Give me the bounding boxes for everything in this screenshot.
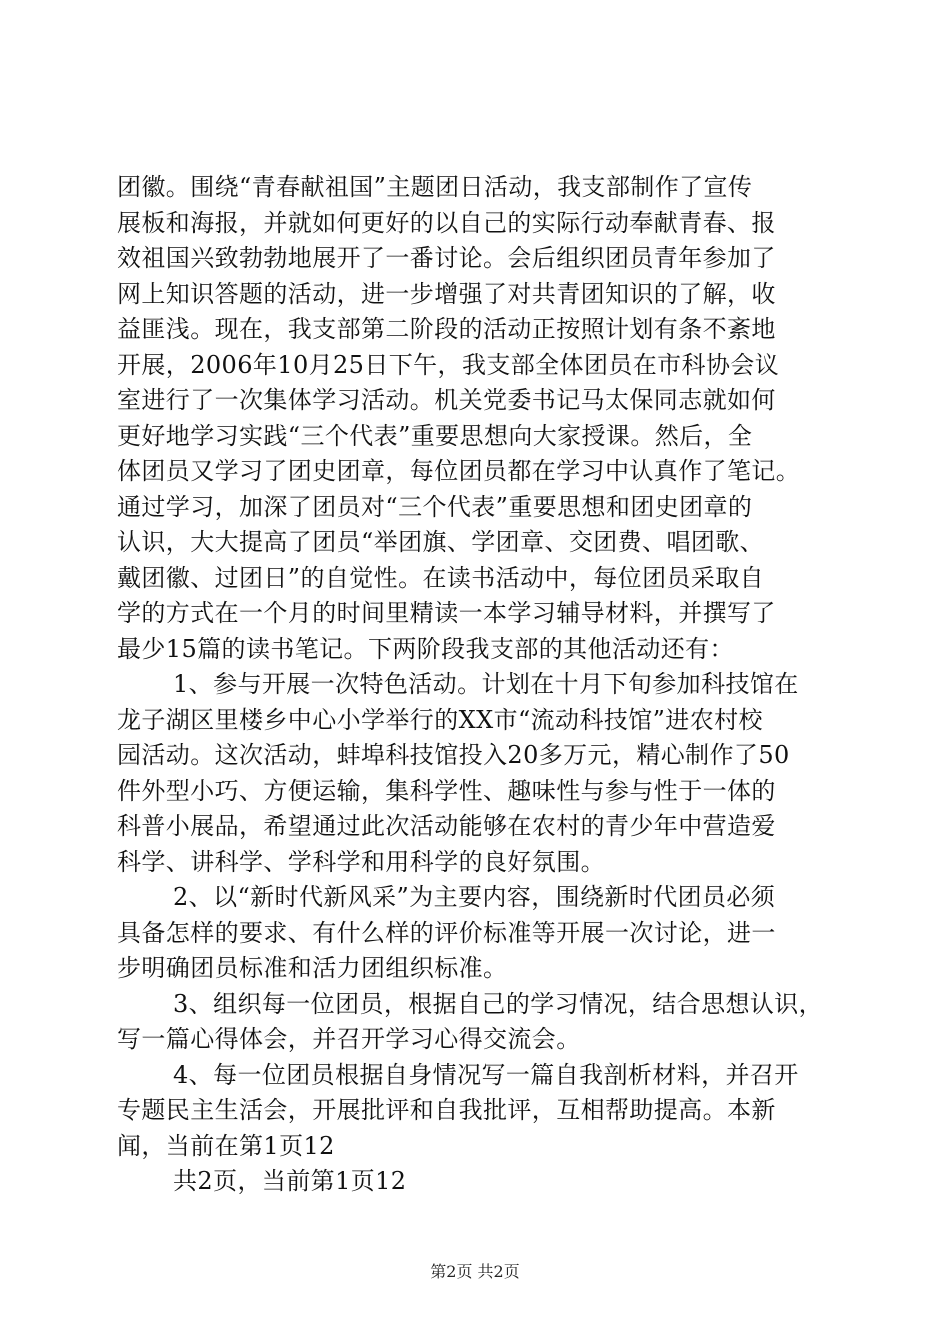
page-count-note: 共2页，当前第1页12 xyxy=(173,1167,407,1195)
text-line: 学的方式在一个月的时间里精读一本学习辅导材料，并撰写了 xyxy=(117,599,776,627)
text-line: 通过学习，加深了团员对“三个代表”重要思想和团史团章的 xyxy=(117,492,753,521)
text-line: 具备怎样的要求、有什么样的评价标准等开展一次讨论，进一 xyxy=(117,918,776,947)
text-line: 戴团徽、过团日”的自觉性。在读书活动中，每位团员采取自 xyxy=(117,563,765,592)
text-line: 最少15篇的读书笔记。下两阶段我支部的其他活动还有： xyxy=(117,634,734,663)
text-line: 闻，当前在第1页12 xyxy=(117,1131,335,1160)
text-line: 科普小展品，希望通过此次活动能够在农村的青少年中营造爱 xyxy=(117,812,776,840)
list-item-4-start: 4、每一位团员根据自身情况写一篇自我剖析材料，并召开 xyxy=(173,1060,799,1089)
text-line: 件外型小巧、方便运输，集科学性、趣味性与参与性于一体的 xyxy=(117,776,776,805)
list-item-3-start: 3、组织每一位团员，根据自己的学习情况，结合思想认识， xyxy=(173,989,824,1018)
text-line: 室进行了一次集体学习活动。机关党委书记马太保同志就如何 xyxy=(117,386,776,414)
list-item-2-start: 2、以“新时代新风采”为主要内容，围绕新时代团员必须 xyxy=(173,883,776,911)
text-line: 科学、讲科学、学科学和用科学的良好氛围。 xyxy=(117,847,605,876)
text-line: 龙子湖区里楼乡中心小学举行的XX市“流动科技馆”进农村校 xyxy=(117,705,763,734)
text-line: 步明确团员标准和活力团组织标准。 xyxy=(117,954,508,982)
text-line: 益匪浅。现在，我支部第二阶段的活动正按照计划有条不紊地 xyxy=(117,315,776,343)
text-line: 体团员又学习了团史团章，每位团员都在学习中认真作了笔记。 xyxy=(117,457,801,485)
text-line: 写一篇心得体会，并召开学习心得交流会。 xyxy=(117,1025,581,1053)
text-line: 认识，大大提高了团员“举团旗、学团章、交团费、唱团歌、 xyxy=(117,528,765,556)
text-line: 网上知识答题的活动，进一步增强了对共青团知识的了解，收 xyxy=(117,279,776,308)
text-line: 效祖国兴致勃勃地展开了一番讨论。会后组织团员青年参加了 xyxy=(117,244,776,272)
text-line: 专题民主生活会，开展批评和自我批评，互相帮助提高。本新 xyxy=(117,1096,776,1124)
list-item-1-start: 1、参与开展一次特色活动。计划在十月下旬参加科技馆在 xyxy=(173,670,799,698)
text-line: 园活动。这次活动，蚌埠科技馆投入20多万元，精心制作了50 xyxy=(117,741,790,769)
text-line: 展板和海报，并就如何更好的以自己的实际行动奉献青春、报 xyxy=(117,208,776,237)
document-body xyxy=(117,170,837,1200)
page-footer: 第2页 共2页 xyxy=(430,1262,520,1281)
text-line: 开展，2006年10月25日下午，我支部全体团员在市科协会议 xyxy=(117,350,780,379)
text-line: 团徽。围绕“青春献祖国”主题团日活动，我支部制作了宣传 xyxy=(117,173,753,201)
text-line: 更好地学习实践“三个代表”重要思想向大家授课。然后，全 xyxy=(117,421,753,450)
